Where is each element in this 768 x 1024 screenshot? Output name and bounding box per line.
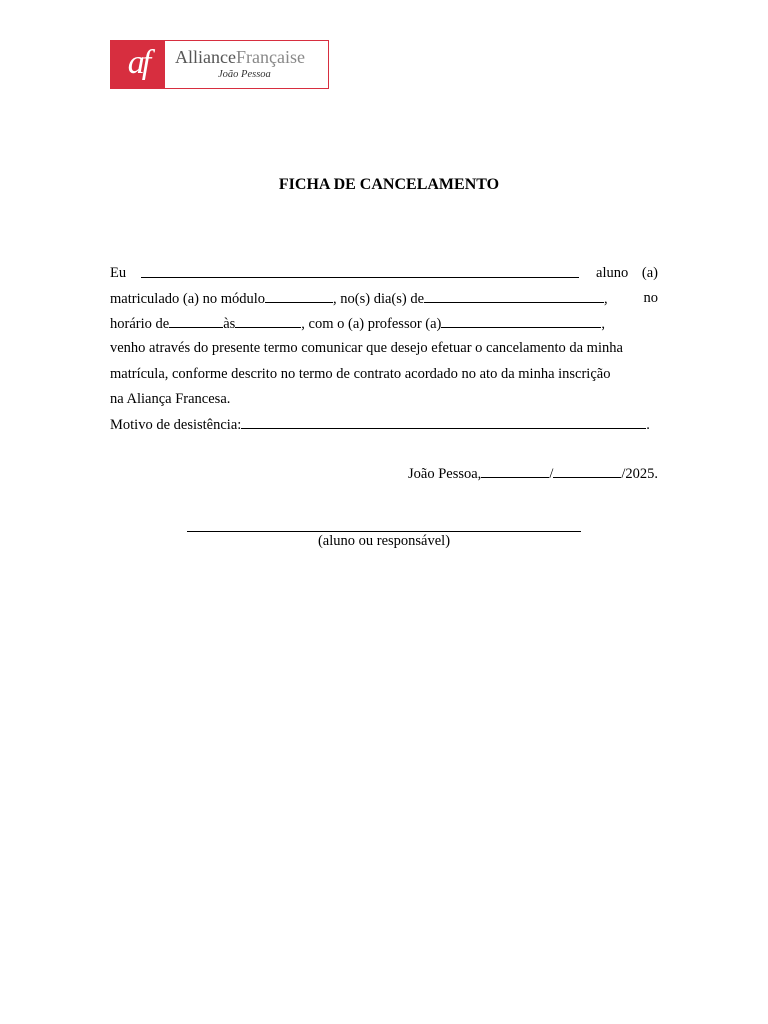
text-professor: , com o (a) professor (a) (301, 316, 442, 332)
text-motivo: Motivo de desistência: (110, 417, 242, 433)
body-line-4: venho através do presente termo comunicar que desejo efetuar o cancelamento da minha (110, 340, 623, 356)
text-module: matriculado (a) no módulo (110, 291, 266, 307)
text-line-5: matrícula, conforme descrito no termo de contrato acordado no ato da minha inscrição (110, 366, 611, 382)
time-to-field[interactable] (235, 313, 301, 328)
logo-name (175, 47, 305, 68)
time-from-field[interactable] (169, 313, 223, 328)
reason-field[interactable] (241, 414, 646, 429)
date-month-field[interactable] (553, 463, 621, 478)
body-line-1 (110, 263, 658, 283)
logo-name-light: Française (235, 47, 305, 67)
text-period: . (646, 417, 650, 433)
date-line (110, 463, 658, 484)
body-line-6: na Aliança Francesa. (110, 391, 231, 407)
text-as: às (223, 316, 236, 332)
logo-city: João Pessoa (218, 69, 271, 80)
days-field[interactable] (424, 288, 604, 303)
text-eu: Eu (110, 265, 127, 281)
text-days: , no(s) dia(s) de (333, 291, 425, 307)
text-city: João Pessoa, (408, 466, 482, 482)
body-line-5 (110, 364, 658, 384)
text-no: no (643, 290, 658, 306)
text-aluno: aluno (a) (596, 265, 658, 281)
body-line-7 (110, 414, 658, 435)
student-name-field[interactable] (141, 263, 579, 278)
body-line-3 (110, 313, 658, 334)
teacher-field[interactable] (441, 313, 601, 328)
text-comma-2: , (601, 316, 606, 332)
text-comma: , (604, 291, 608, 307)
signature-line[interactable] (187, 531, 581, 532)
module-field[interactable] (265, 288, 333, 303)
date-day-field[interactable] (481, 463, 549, 478)
text-horario: horário de (110, 316, 170, 332)
document-title: FICHA DE CANCELAMENTO (278, 176, 500, 193)
af-logo-mark: af (111, 41, 165, 88)
signature-caption: (aluno ou responsável) (317, 533, 451, 549)
logo-name-bold: Alliance (175, 47, 236, 67)
text-year: /2025. (621, 466, 658, 482)
alliance-francaise-logo (110, 40, 329, 89)
text-slash: / (549, 466, 554, 482)
body-line-2 (110, 288, 658, 309)
